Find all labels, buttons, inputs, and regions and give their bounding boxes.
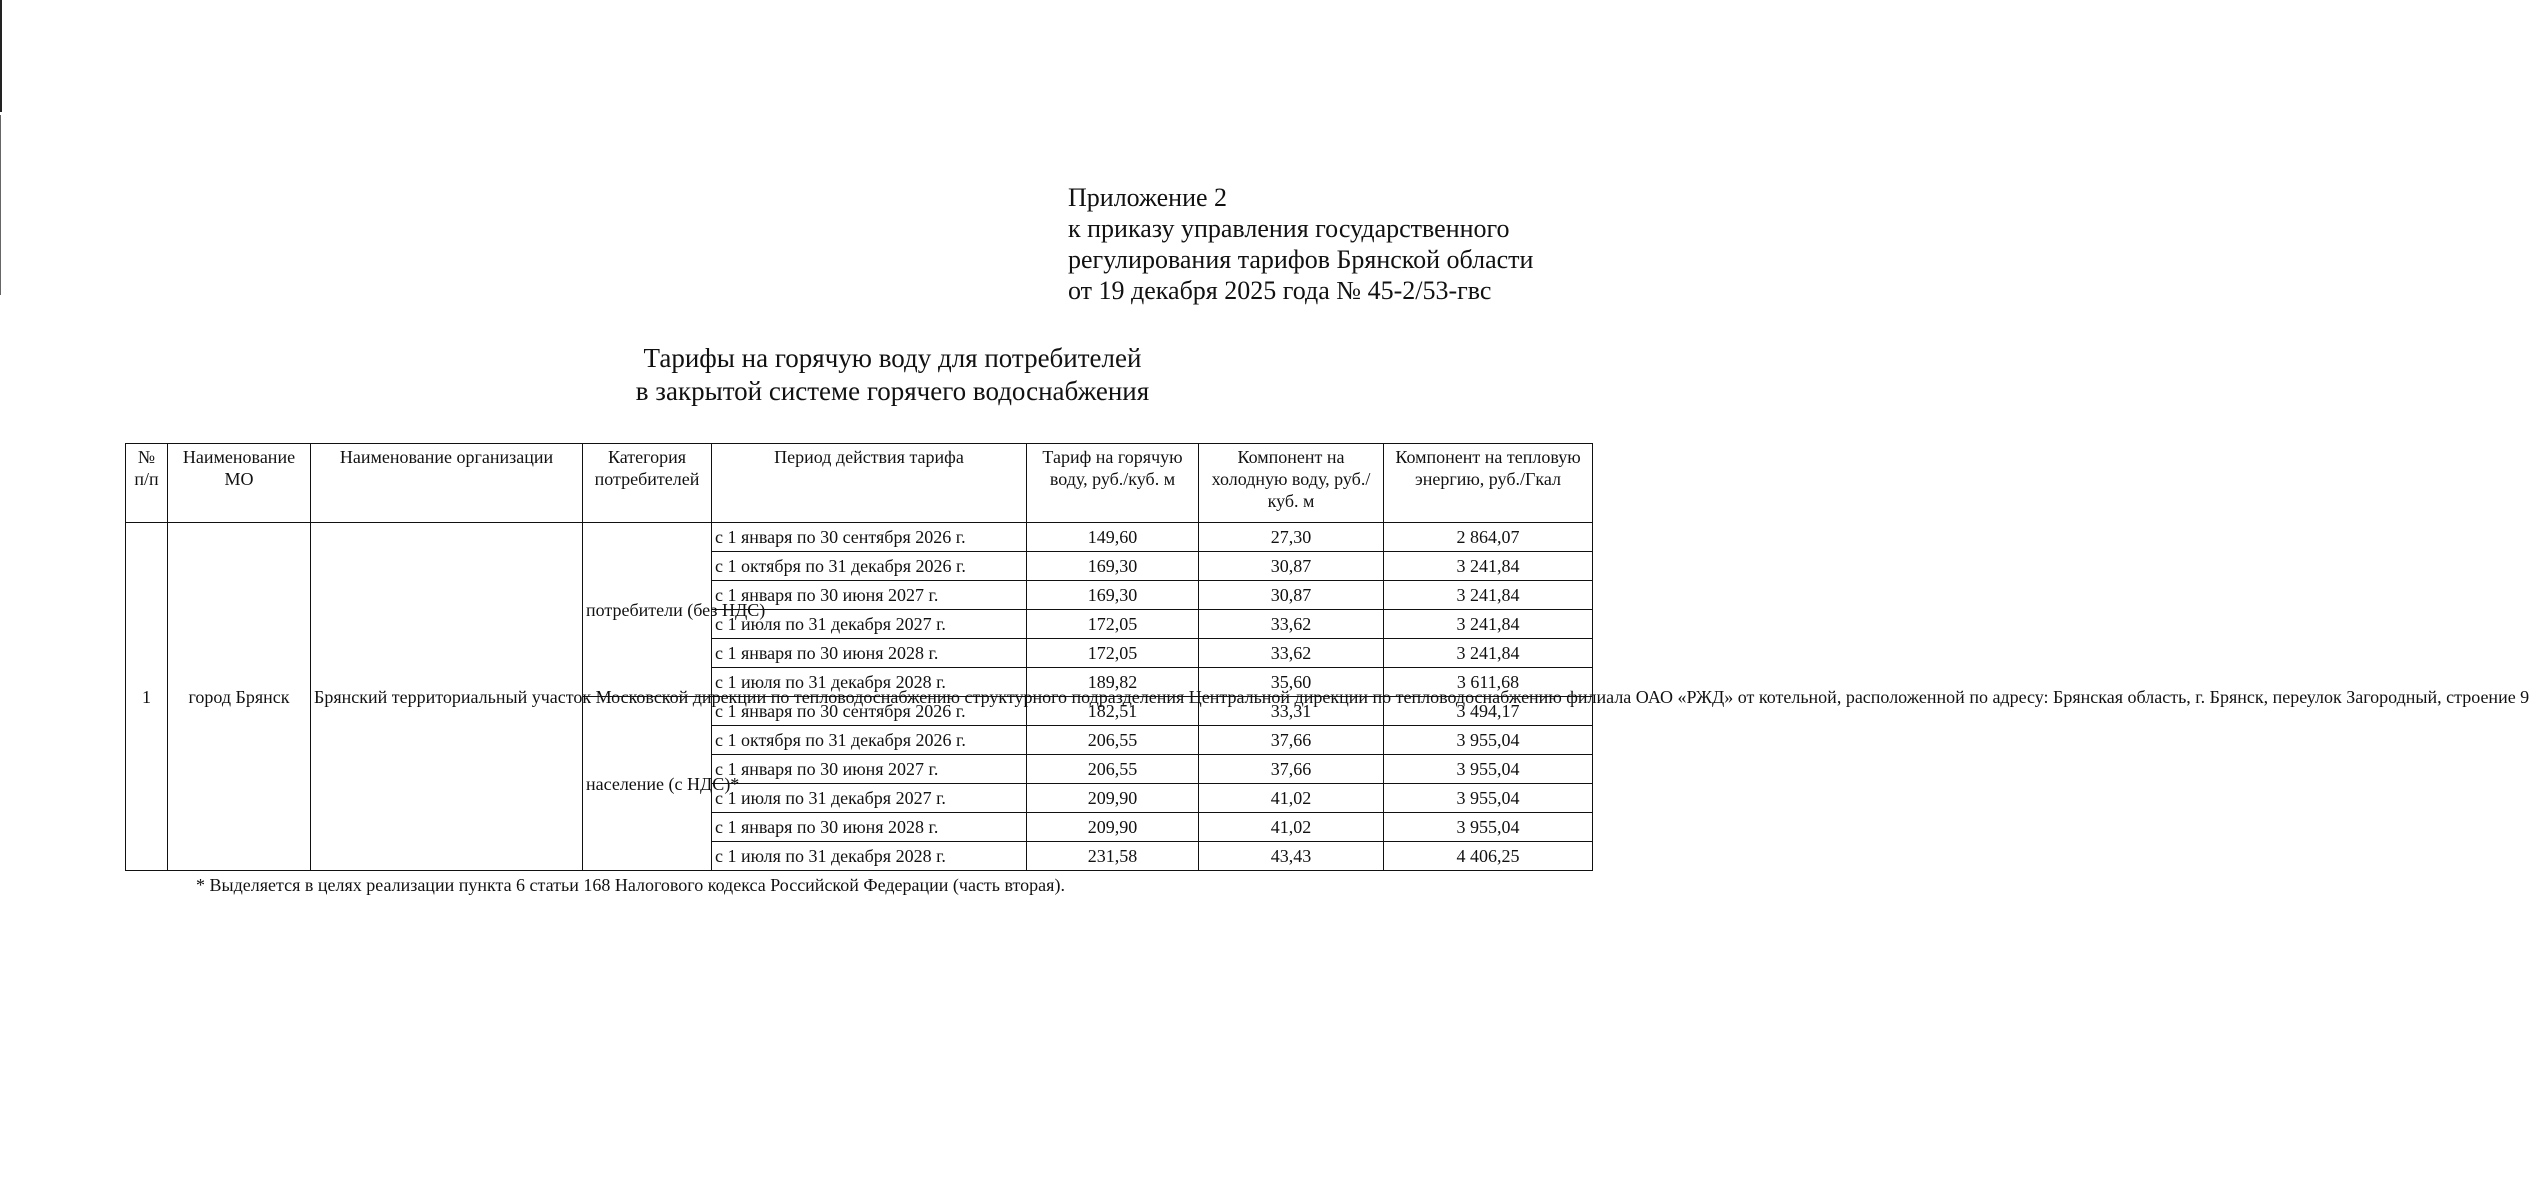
- heat-energy-cell: 3 494,17: [1384, 697, 1593, 726]
- row-number: 1: [126, 523, 168, 871]
- heat-energy-cell: 2 864,07: [1384, 523, 1593, 552]
- period-cell: с 1 июля по 31 декабря 2028 г.: [712, 668, 1027, 697]
- header-org: Наименование организации: [311, 444, 583, 523]
- cold-water-cell: 35,60: [1199, 668, 1384, 697]
- cold-water-cell: 33,62: [1199, 610, 1384, 639]
- appendix-line: к приказу управления государственного: [1068, 214, 1510, 243]
- cold-water-cell: 27,30: [1199, 523, 1384, 552]
- period-cell: с 1 октября по 31 декабря 2026 г.: [712, 726, 1027, 755]
- header-cold-component: Компонент на холодную воду, руб./куб. м: [1199, 444, 1384, 523]
- period-cell: с 1 января по 30 июня 2028 г.: [712, 639, 1027, 668]
- table-header-row: [126, 444, 1593, 523]
- tariff-cell: 169,30: [1027, 581, 1199, 610]
- tariff-cell: 209,90: [1027, 813, 1199, 842]
- period-cell: с 1 января по 30 сентября 2026 г.: [712, 523, 1027, 552]
- period-cell: с 1 июля по 31 декабря 2028 г.: [712, 842, 1027, 871]
- cold-water-cell: 33,62: [1199, 639, 1384, 668]
- cold-water-cell: 30,87: [1199, 552, 1384, 581]
- heat-energy-cell: 3 241,84: [1384, 610, 1593, 639]
- tariff-cell: 206,55: [1027, 755, 1199, 784]
- cold-water-cell: 37,66: [1199, 726, 1384, 755]
- tariff-cell: 206,55: [1027, 726, 1199, 755]
- cold-water-cell: 33,31: [1199, 697, 1384, 726]
- document-title: [0, 342, 1785, 408]
- category-consumers: потребители (без НДС): [583, 523, 712, 697]
- title-line: в закрытой системе горячего водоснабжения: [635, 376, 1150, 406]
- footnote: * Выделяется в целях реализации пункта 6 статьи 168 Налогового кодекса Российской Федерации (часть вторая).: [196, 875, 1065, 895]
- cold-water-cell: 43,43: [1199, 842, 1384, 871]
- cold-water-cell: 41,02: [1199, 784, 1384, 813]
- tariff-cell: 172,05: [1027, 610, 1199, 639]
- heat-energy-cell: 3 955,04: [1384, 784, 1593, 813]
- heat-energy-cell: 3 241,84: [1384, 639, 1593, 668]
- tariff-table: [125, 443, 2529, 871]
- heat-energy-cell: 3 955,04: [1384, 755, 1593, 784]
- category-population: население (с НДС)*: [583, 697, 712, 871]
- period-cell: с 1 января по 30 июня 2028 г.: [712, 813, 1027, 842]
- tariff-cell: 231,58: [1027, 842, 1199, 871]
- heat-energy-cell: 3 241,84: [1384, 552, 1593, 581]
- header-num: № п/п: [126, 444, 168, 523]
- period-cell: с 1 января по 30 сентября 2026 г.: [712, 697, 1027, 726]
- tariff-cell: 169,30: [1027, 552, 1199, 581]
- heat-energy-cell: 3 611,68: [1384, 668, 1593, 697]
- appendix-line: Приложение 2: [1068, 183, 1228, 212]
- appendix-line: регулирования тарифов Брянской области: [1068, 245, 1534, 274]
- tariff-cell: 182,51: [1027, 697, 1199, 726]
- title-line: Тарифы на горячую воду для потребителей: [643, 343, 1142, 373]
- header-category: Категория потребителей: [583, 444, 712, 523]
- heat-energy-cell: 3 955,04: [1384, 726, 1593, 755]
- header-heat-component: Компонент на тепловую энергию, руб./Гкал: [1384, 444, 1593, 523]
- scan-edge-mark: [0, 0, 2, 112]
- organization-name: Брянский территориальный участок Московской дирекции по тепловодоснабжению структурного подразделения Центральной дирекции по тепловодоснабжению филиала ОАО «РЖД» от котельной, расположенной по адресу: Брянская область, г. Брянск, переулок Загородный, строение 9: [311, 523, 583, 871]
- scan-edge-mark: [0, 115, 1, 295]
- tariff-cell: 209,90: [1027, 784, 1199, 813]
- header-tariff: Тариф на горячую воду, руб./куб. м: [1027, 444, 1199, 523]
- heat-energy-cell: 4 406,25: [1384, 842, 1593, 871]
- period-cell: с 1 июля по 31 декабря 2027 г.: [712, 784, 1027, 813]
- cold-water-cell: 37,66: [1199, 755, 1384, 784]
- period-cell: с 1 июля по 31 декабря 2027 г.: [712, 610, 1027, 639]
- appendix-header: [1068, 182, 1533, 306]
- tariff-cell: 189,82: [1027, 668, 1199, 697]
- cold-water-cell: 30,87: [1199, 581, 1384, 610]
- appendix-line: от 19 декабря 2025 года № 45-2/53-гвс: [1068, 276, 1492, 305]
- heat-energy-cell: 3 955,04: [1384, 813, 1593, 842]
- period-cell: с 1 января по 30 июня 2027 г.: [712, 581, 1027, 610]
- table-row: [126, 523, 1593, 552]
- cold-water-cell: 41,02: [1199, 813, 1384, 842]
- header-mo: Наименование МО: [168, 444, 311, 523]
- heat-energy-cell: 3 241,84: [1384, 581, 1593, 610]
- header-period: Период действия тарифа: [712, 444, 1027, 523]
- period-cell: с 1 октября по 31 декабря 2026 г.: [712, 552, 1027, 581]
- tariff-cell: 149,60: [1027, 523, 1199, 552]
- municipality-name: город Брянск: [168, 523, 311, 871]
- tariff-cell: 172,05: [1027, 639, 1199, 668]
- period-cell: с 1 января по 30 июня 2027 г.: [712, 755, 1027, 784]
